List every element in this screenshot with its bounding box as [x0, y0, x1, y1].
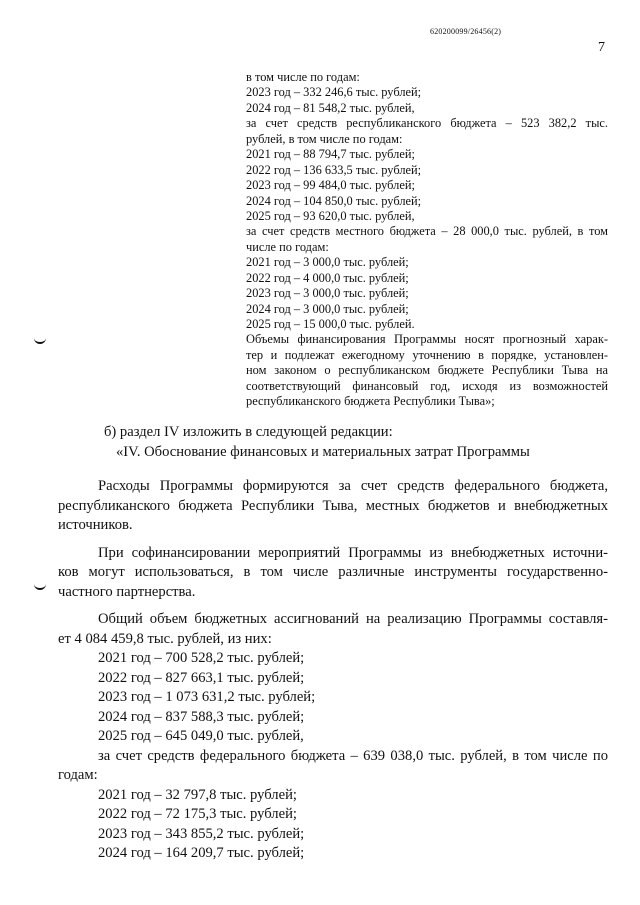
- quote-line: 2023 год – 99 484,0 тыс. рублей;: [246, 178, 415, 193]
- quote-line: рублей, в том числе по годам:: [246, 131, 403, 146]
- quote-line: за счет средств республиканского бюджета – 523 382,2 тыс.: [246, 116, 608, 131]
- body-line: 2022 год – 827 663,1 тыс. рублей;: [98, 669, 305, 686]
- body-line: источников.: [58, 517, 133, 533]
- body-line: 2023 год – 1 073 631,2 тыс. рублей;: [98, 689, 316, 705]
- quote-line: в том числе по годам:: [246, 70, 360, 84]
- body-line: При софинансировании мероприятий Программы из внебюджетных источни-: [98, 544, 608, 561]
- section-b-line: б) раздел IV изложить в следующей редакции:: [104, 424, 393, 440]
- section-title: «IV. Обоснование финансовых и материальных затрат Программы: [116, 443, 530, 460]
- quote-line: числе по годам:: [246, 239, 329, 254]
- margin-mark: [34, 582, 46, 590]
- body-line: 2021 год – 700 528,2 тыс. рублей;: [98, 650, 305, 666]
- quote-line: 2024 год – 104 850,0 тыс. рублей;: [246, 193, 422, 208]
- quote-line: 2025 год – 15 000,0 тыс. рублей.: [246, 317, 415, 331]
- quote-line: республиканского бюджета Республики Тыва»;: [246, 394, 495, 409]
- page-number: 7: [598, 40, 605, 55]
- quote-line: за счет средств местного бюджета – 28 000,0 тыс. рублей, в том: [246, 224, 608, 239]
- quote-line: ном законом о республиканском бюджете Республики Тыва на: [246, 363, 608, 378]
- quote-line: 2025 год – 93 620,0 тыс. рублей,: [246, 208, 415, 223]
- quote-line: Объемы финансирования Программы носят прогнозный харак-: [246, 332, 608, 347]
- body-line: частного партнерства.: [58, 583, 196, 600]
- quote-line: тер и подлежат ежегодному уточнению в порядке, установлен-: [246, 347, 608, 362]
- body-line: 2021 год – 32 797,8 тыс. рублей;: [98, 786, 297, 803]
- quote-line: 2022 год – 136 633,5 тыс. рублей;: [246, 162, 422, 177]
- body-line: Общий объем бюджетных ассигнований на реализацию Программы составля-: [98, 611, 608, 627]
- body-line: 2023 год – 343 855,2 тыс. рублей;: [98, 825, 305, 842]
- quote-line: 2021 год – 3 000,0 тыс. рублей;: [246, 255, 409, 270]
- quote-line: 2021 год – 88 794,7 тыс. рублей;: [246, 147, 415, 162]
- body-line: 2022 год – 72 175,3 тыс. рублей;: [98, 806, 297, 822]
- quote-line: 2022 год – 4 000,0 тыс. рублей;: [246, 270, 409, 285]
- body-line: 2025 год – 645 049,0 тыс. рублей,: [98, 728, 304, 744]
- quoted-program-text: [246, 70, 608, 410]
- document-code: 620200099/26456(2): [430, 27, 502, 36]
- quote-line: соответствующий финансовый год, исходя из возможностей: [246, 378, 608, 393]
- body-line: республиканского бюджета Республики Тыва, местных бюджетов и внебюджетных: [58, 497, 608, 514]
- body-line: ков могут использоваться, в том числе различные инструменты государственно-: [58, 564, 608, 580]
- body-line: за счет средств федерального бюджета – 639 038,0 тыс. рублей, в том числе по: [98, 747, 608, 764]
- section-b-heading: [58, 423, 608, 462]
- body-line: 2024 год – 164 209,7 тыс. рублей;: [98, 845, 305, 861]
- quote-line: 2023 год – 3 000,0 тыс. рублей;: [246, 286, 409, 301]
- margin-mark: [34, 336, 46, 344]
- body-line: Расходы Программы формируются за счет средств федерального бюджета,: [98, 478, 608, 494]
- body-text: [58, 477, 608, 864]
- body-line: ет 4 084 459,8 тыс. рублей, из них:: [58, 630, 272, 647]
- quote-line: 2024 год – 81 548,2 тыс. рублей,: [246, 100, 415, 115]
- body-line: годам:: [58, 767, 98, 783]
- quote-line: 2023 год – 332 246,6 тыс. рублей;: [246, 85, 422, 100]
- quote-line: 2024 год – 3 000,0 тыс. рублей;: [246, 301, 409, 316]
- body-line: 2024 год – 837 588,3 тыс. рублей;: [98, 708, 305, 725]
